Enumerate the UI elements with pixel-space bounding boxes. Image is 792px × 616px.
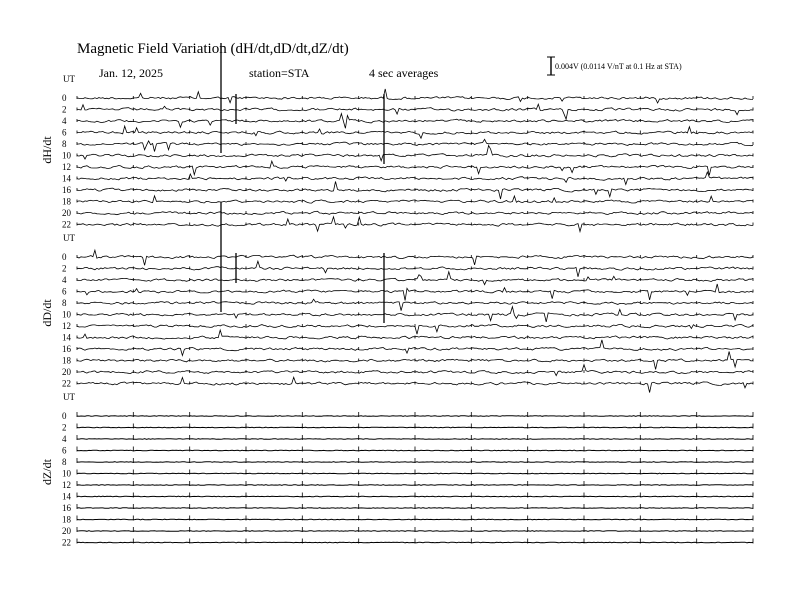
trace-line [77, 377, 753, 392]
hour-label: 0 [62, 411, 67, 421]
hour-label: 10 [62, 309, 71, 320]
hour-label: 0 [62, 93, 67, 103]
hour-label: 20 [62, 526, 71, 536]
hour-label: 22 [62, 537, 71, 548]
hour-label: 10 [62, 468, 71, 479]
hour-label: 4 [62, 434, 67, 444]
trace-line [77, 89, 753, 103]
hour-label: 16 [62, 185, 71, 195]
hour-label: 20 [62, 367, 71, 377]
hour-label: 22 [62, 378, 71, 389]
hour-label: 2 [62, 263, 67, 274]
ut-label: UT [63, 74, 75, 84]
hour-label: 4 [62, 275, 67, 285]
hour-label: 8 [62, 139, 67, 149]
hour-label: 22 [62, 219, 71, 230]
chart-title: Magnetic Field Variation (dH/dt,dD/dt,dZ/dt) [77, 41, 349, 57]
hour-label: 2 [62, 422, 67, 433]
trace-line [77, 146, 753, 161]
scale-bar-label: 0.004V (0.0114 V/nT at 0.1 Hz at STA) [555, 62, 682, 71]
hour-label: 8 [62, 298, 67, 308]
hour-label: 4 [62, 116, 67, 126]
hour-label: 6 [62, 445, 67, 456]
averaging-label: 4 sec averages [369, 66, 439, 80]
trace-line [77, 161, 753, 175]
hour-label: 12 [62, 321, 71, 331]
hour-label: 6 [62, 127, 67, 138]
hour-label: 12 [62, 480, 71, 490]
trace-line [77, 104, 753, 119]
hour-label: 0 [62, 252, 67, 262]
hour-label: 18 [62, 355, 71, 366]
hour-label: 2 [62, 104, 67, 115]
panel-ylabel: dD/dt [40, 299, 54, 327]
station-label: station=STA [249, 66, 310, 80]
hour-label: 10 [62, 150, 71, 161]
ut-label: UT [63, 392, 75, 402]
trace-line [77, 299, 753, 310]
panel-dZ-dt [40, 392, 753, 548]
hour-label: 14 [62, 173, 71, 184]
hour-label: 12 [62, 162, 71, 172]
panels-group [40, 43, 753, 548]
hour-label: 6 [62, 286, 67, 297]
hour-label: 16 [62, 503, 71, 513]
panel-ylabel: dH/dt [40, 136, 54, 164]
hour-label: 18 [62, 196, 71, 207]
ut-label: UT [63, 233, 75, 243]
panel-ylabel: dZ/dt [40, 459, 54, 485]
panel-dD-dt [40, 202, 753, 393]
hour-label: 18 [62, 514, 71, 525]
hour-label: 20 [62, 208, 71, 218]
hour-label: 8 [62, 457, 67, 467]
hour-label: 16 [62, 344, 71, 354]
trace-line [77, 139, 753, 151]
hour-label: 14 [62, 332, 71, 343]
scale-bar [547, 57, 682, 75]
date-label: Jan. 12, 2025 [99, 66, 163, 80]
hour-label: 14 [62, 491, 71, 502]
